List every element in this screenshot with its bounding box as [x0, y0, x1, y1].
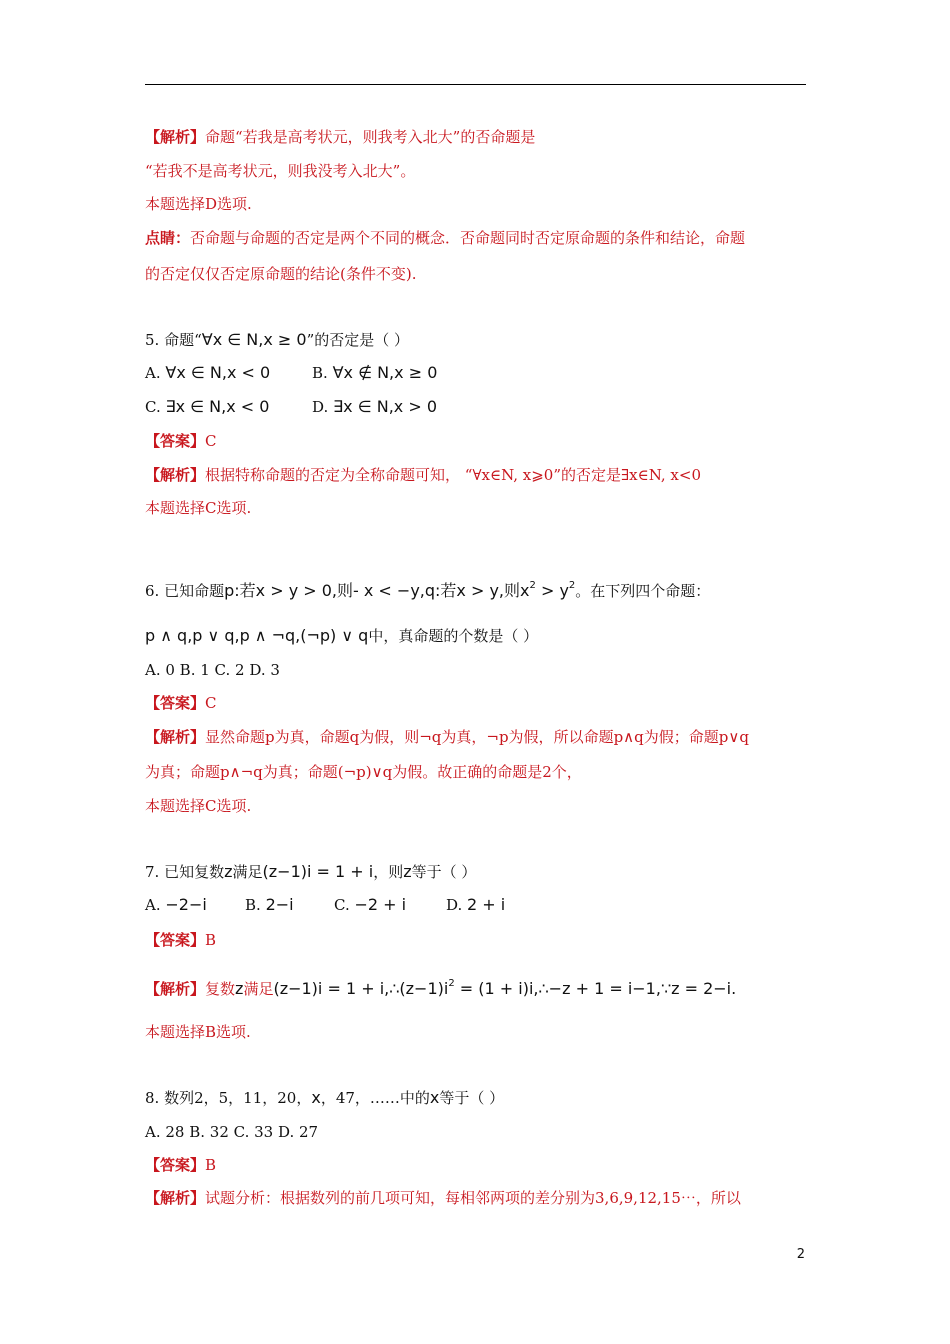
- q8-stem: 8. 数列2，5，11，20，x，47，……中的x等于（ ）: [145, 1088, 505, 1107]
- q5-choice: 本题选择C选项.: [145, 499, 252, 517]
- q4-analysis-line1: 【解析】命题“若我是高考状元，则我考入北大”的否命题是: [145, 128, 536, 146]
- q5-option-b: B. ∀x ∉ N,x ≥ 0: [312, 363, 438, 382]
- q5-options-cd: [145, 397, 437, 417]
- q7-option-a: A. −2−i: [145, 895, 207, 914]
- analysis-tag: 【解析】: [145, 128, 206, 146]
- q4-tip-line2: 的否定仅仅否定原命题的结论(条件不变).: [145, 265, 417, 283]
- q7-equation: (z−1)i = 1 + i: [262, 862, 374, 881]
- tip-tag: 点睛：: [145, 229, 191, 247]
- q8-options: A. 28 B. 32 C. 33 D. 27: [145, 1123, 319, 1141]
- q7-option-d: D. 2 + i: [446, 895, 506, 914]
- q5-option-d: D. ∃x ∈ N,x > 0: [312, 397, 437, 416]
- q6-choice: 本题选择C选项.: [145, 797, 252, 815]
- q7-stem: 7. 已知复数z满足(z−1)i = 1 + i，则z等于（ ）: [145, 862, 477, 881]
- q5-stem: 5. 命题“∀x ∈ N,x ≥ 0”的否定是（ ）: [145, 330, 409, 349]
- q5-option-a: A. ∀x ∈ N,x < 0: [145, 363, 271, 382]
- q5-answer: 【答案】C: [145, 432, 217, 450]
- q5-analysis: 【解析】根据特称命题的否定为全称命题可知， “∀x∈N, x⩾0”的否定是∃x∈N, x<0: [145, 466, 701, 484]
- q6-analysis-line2: 为真；命题p∧¬q为真；命题(¬p)∨q为假。故正确的命题是2个，: [145, 763, 582, 781]
- q6-stem: 6. 已知命题p:若x > y > 0,则- x < −y,q:若x > y,则$x^2 > y^2$。在下列四个命题：: [145, 580, 711, 600]
- q7-choice: 本题选择B选项.: [145, 1023, 251, 1041]
- q5-option-c: C. ∃x ∈ N,x < 0: [145, 397, 270, 416]
- q7-answer: 【答案】B: [145, 931, 217, 949]
- q7-options: [145, 895, 505, 915]
- q6-answer: 【答案】C: [145, 694, 217, 712]
- page-number: 2: [796, 1247, 805, 1262]
- q5-formula: ∀x ∈ N,x ≥ 0: [201, 330, 307, 349]
- q7-option-c: C. −2 + i: [334, 895, 407, 914]
- header-rule: [145, 84, 806, 85]
- q6-propositions: p ∧ q,p ∨ q,p ∧ ¬q,(¬p) ∨ q: [145, 626, 369, 645]
- q7-analysis: 【解析】复数z满足$(z-1)i = 1 + i,\therefore(z-1)i^2 = (1$ + i)i,∴−z + 1 = i−1,∵z = 2−i.: [145, 978, 737, 998]
- q7-option-b: B. 2−i: [245, 895, 294, 914]
- q6-formula: p:若x > y > 0,则- x < −y,q:若x > y,则x: [224, 581, 530, 600]
- q6-analysis-line1: 【解析】显然命题p为真，命题q为假，则¬q为真，¬p为假，所以命题p∧q为假；命题p∨q: [145, 728, 749, 746]
- q4-tip-line1: 点睛：否命题与命题的否定是两个不同的概念．否命题同时否定原命题的条件和结论，命题: [145, 229, 746, 247]
- q4-choice: 本题选择D选项.: [145, 195, 252, 213]
- q6-stem-line2: p ∧ q,p ∨ q,p ∧ ¬q,(¬p) ∨ q中，真命题的个数是（ ）: [145, 626, 539, 645]
- q4-analysis-line2: “若我不是高考状元，则我没考入北大”。: [145, 162, 416, 180]
- q8-answer: 【答案】B: [145, 1156, 217, 1174]
- q8-analysis: 【解析】试题分析：根据数列的前几项可知，每相邻两项的差分别为3,6,9,12,15⋯，所以: [145, 1189, 741, 1207]
- q5-options-ab: [145, 363, 437, 383]
- q6-options: A. 0 B. 1 C. 2 D. 3: [145, 661, 280, 679]
